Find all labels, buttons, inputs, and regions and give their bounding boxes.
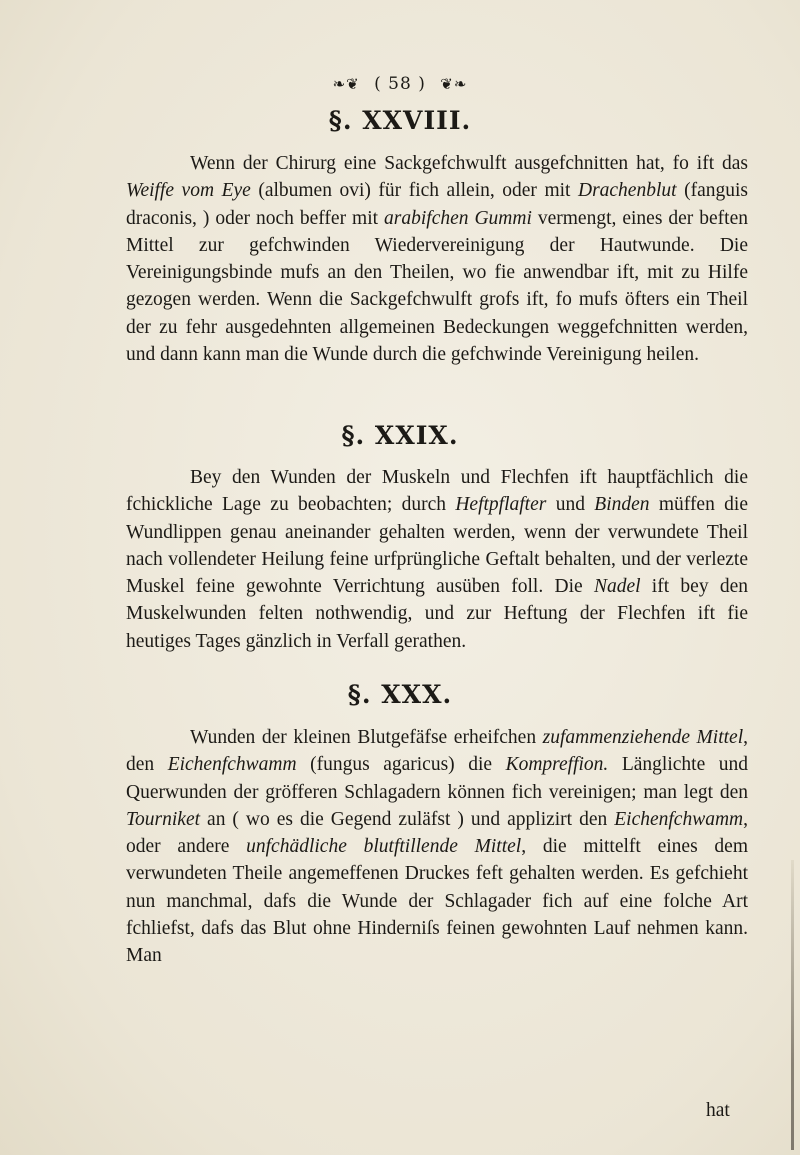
page-number: ( 58 ): [374, 74, 426, 94]
section-heading-28: §. XXVIII.: [328, 106, 472, 135]
italic-run: Heftpflafter: [455, 494, 547, 516]
section-30-paragraph: [126, 724, 748, 970]
italic-run: arabifchen Gummi: [384, 207, 532, 229]
text-run: Bey den Wunden der Muskeln und Flechfen ift hauptfächlich die fchickliche Lage zu beobachten; durch: [126, 467, 748, 516]
text-run: an ( wo es die Gegend zuläfst ) und applizirt den: [200, 808, 615, 830]
text-run: , die mittelft eines dem verwundeten Theile angemeffenen Druckes feft gehalten werden. Es gefchieht nun manchmal, dafs die Wunde der Schlagader fich auf eine folche Art fchliefst, dafs das Blut ohne Hinderniſs feinen gewohnten Lauf nehmen kann. Man: [126, 836, 748, 967]
text-run: (fanguis draconis, ) oder noch beffer mit: [126, 180, 748, 229]
text-run: , oder andere: [126, 808, 748, 858]
text-run: Länglichte und Querwunden der gröfferen Schlagadern können fich vereinigen; man legt den: [126, 754, 749, 803]
text-run: Wunden der kleinen Blutgefäfse erheifchen: [190, 727, 543, 748]
italic-run: Kompreffion.: [505, 754, 609, 776]
text-run: und: [546, 494, 595, 516]
page-edge-shadow: [791, 860, 794, 1150]
italic-run: Eichenfchwamm: [167, 754, 297, 776]
text-run: (fungus agaricus) die: [296, 754, 506, 776]
catchword: hat: [706, 1100, 730, 1121]
text-run: vermengt, eines der beften Mittel zur gefchwinden Wiedervereinigung der Hautwunde. Die Vereinigungsbinde mufs an den Theilen, wo fie anwendbar ift, mit zu Hilfe gezogen werden. Wenn die Sackgefchwulft grofs ift, fo mufs öfters ein Theil der zu fehr ausgedehnten allgemeinen Bedeckungen weggefchnitten werden, und dann kann man die Wunde durch die gefchwinde Vereinigung heilen.: [126, 207, 748, 366]
italic-run: Eichenfchwamm: [614, 808, 744, 830]
italic-run: Tourniket: [126, 808, 201, 830]
ornament-left: ❧❦: [332, 75, 360, 93]
section-29-paragraph: [126, 464, 748, 655]
section-heading-30: §. XXX.: [347, 680, 453, 709]
section-heading-29: §. XXIX.: [341, 421, 459, 450]
text-run: müffen die Wundlippen genau aneinander gehalten werden, wenn der verwundete Theil nach vollendeter Heilung feine urfprüngliche Geftalt behalten, und der verlezte Muskel feine gewohnte Verrichtung ausüben foll. Die: [126, 494, 749, 598]
section-28-paragraph: [126, 150, 748, 368]
page-header: [0, 74, 800, 94]
italic-run: Nadel: [593, 576, 641, 598]
italic-run: Drachenblut: [577, 180, 677, 202]
text-run: ift bey den Muskelwunden felten nothwendig, und zur Heftung der Flechfen ift fie heutiges Tages gänzlich in Verfall gerathen.: [126, 576, 749, 652]
italic-run: Binden: [594, 494, 650, 516]
text-run: , den: [126, 727, 748, 776]
text-run: Wenn der Chirurg eine Sackgefchwulft ausgefchnitten hat, fo ift das: [190, 153, 748, 174]
italic-run: unfchädliche blutftillende Mittel: [246, 836, 522, 858]
italic-run: zufammenziehende Mittel: [542, 727, 744, 748]
italic-run: Weiffe vom Eye: [126, 180, 251, 202]
text-run: (albumen ovi) für fich allein, oder mit: [250, 180, 578, 202]
ornament-right: ❦❧: [440, 75, 468, 93]
